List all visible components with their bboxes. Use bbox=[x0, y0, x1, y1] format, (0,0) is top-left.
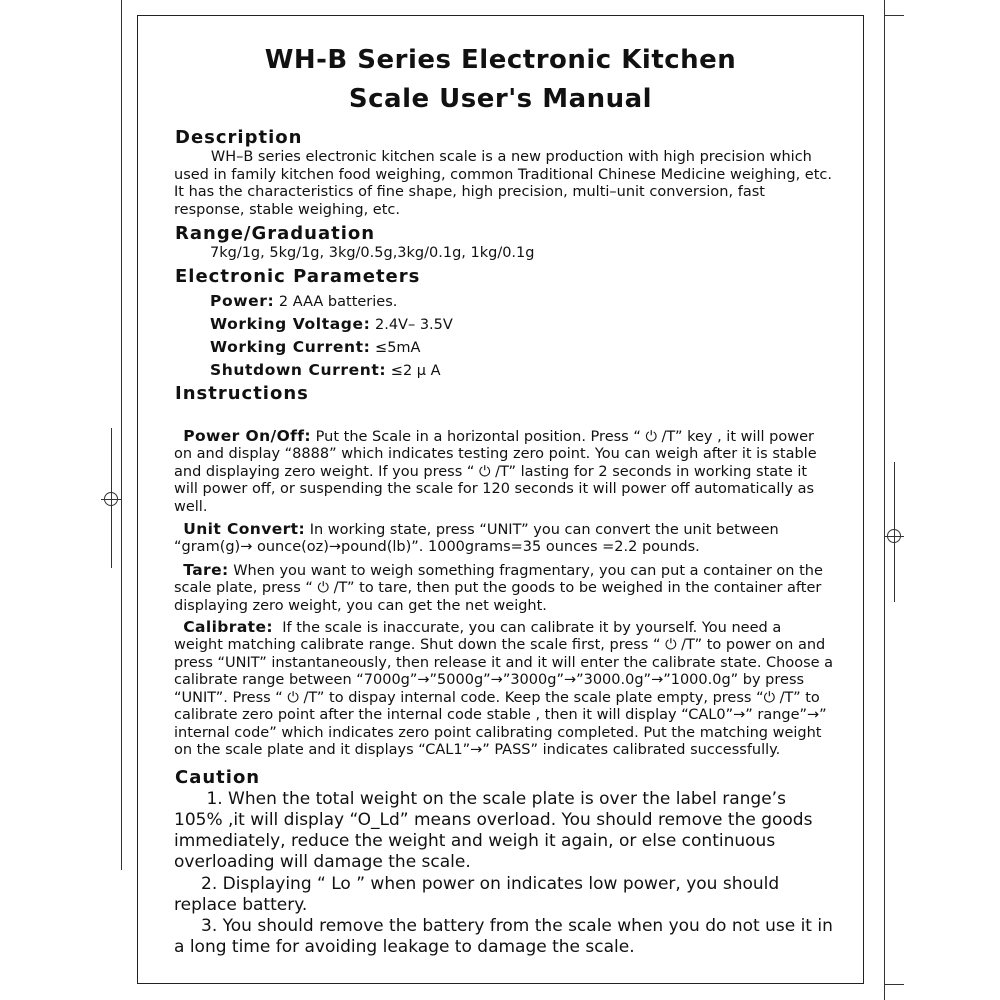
tare-label: Tare: bbox=[183, 560, 229, 579]
instructions-heading: Instructions bbox=[175, 383, 309, 404]
param-working-current-label: Working Current: bbox=[210, 338, 371, 356]
param-shutdown-current bbox=[210, 361, 441, 379]
tare-body: When you want to weigh something fragmentary, you can put a container on the scale plate, press “ ⏻ /T” to tare, then put the goods to be weighed in the container after displaying zero weight, you can get the net weight. bbox=[174, 562, 828, 614]
unit-convert-label: Unit Convert: bbox=[183, 519, 306, 538]
unit-convert-body: In working state, press “UNIT” you can convert the unit between “gram(g)→ ounce(oz)→pound(lb)”. 1000grams=35 ounces =2.2 pounds. bbox=[174, 521, 784, 555]
range-value: 7kg/1g, 5kg/1g, 3kg/0.5g,3kg/0.1g, 1kg/0.1g bbox=[210, 245, 535, 261]
caution-item-2: 2. Displaying “ Lo ” when power on indicates low power, you should replace battery. bbox=[174, 874, 785, 915]
crop-line-right bbox=[884, 0, 885, 1000]
registration-mark-right bbox=[887, 529, 901, 543]
range-heading: Range/Graduation bbox=[175, 223, 376, 244]
param-working-voltage-label: Working Voltage: bbox=[210, 315, 371, 333]
caution-item-3: 3. You should remove the battery from the scale when you do not use it in a long time for avoiding leakage to damage the scale. bbox=[174, 916, 839, 957]
param-working-current bbox=[210, 338, 420, 356]
param-power-label: Power: bbox=[210, 292, 275, 310]
power-on-off-body: Put the Scale in a horizontal position. Press “ ⏻ /T” key , it will power on and display “8888” which indicates testing zero point. You can weigh after it is stable and displaying zero weight. If you press “ ⏻ /T” lasting for 2 seconds in working state it will power off, or suspending the scale for 120 seconds it will power off automatically as well. bbox=[174, 428, 822, 515]
parameters-heading: Electronic Parameters bbox=[175, 266, 421, 287]
power-on-off-label: Power On/Off: bbox=[183, 426, 312, 445]
param-shutdown-current-label: Shutdown Current: bbox=[210, 361, 387, 379]
crop-line-top-right bbox=[884, 15, 904, 16]
param-shutdown-current-value: ≤2 μ A bbox=[386, 363, 441, 379]
param-power-value: 2 AAA batteries. bbox=[274, 294, 398, 310]
calibrate-section bbox=[174, 601, 838, 760]
registration-mark-left bbox=[104, 492, 118, 506]
caution-heading: Caution bbox=[175, 767, 261, 788]
param-working-voltage-value: 2.4V– 3.5V bbox=[370, 317, 453, 333]
description-heading: Description bbox=[175, 127, 303, 148]
description-body: WH–B series electronic kitchen scale is a new production with high precision which used in family kitchen food weighing, common Traditional Chinese Medicine weighing, etc. It has the characteristics of fine shape, high precision, multi–unit conversion, fast response, stable weighing, etc. bbox=[174, 149, 837, 218]
calibrate-body: If the scale is inaccurate, you can calibrate it by yourself. You need a weight matching calibrate range. Shut down the scale first, press “ ⏻ /T” to power on and press “UNIT” instantaneously, then release it and it will enter the calibrate state. Choose a calibrate range between “7000g”→”5000g”→”3000g”→”3000.0g”→”1000.0g” by press “UNIT”. Press “ ⏻ /T” to dispay internal code. Keep the scale plate empty, press “⏻ /T” to calibrate zero point after the internal code stable , then it will display “CAL0”→” range”→” internal code” which indicates zero point calibrating completed. Put the matching weight on the scale plate and it displays “CAL1”→” PASS” indicates calibrated successfully. bbox=[174, 619, 838, 758]
crop-line-bottom-right bbox=[884, 984, 904, 985]
calibrate-label: Calibrate: bbox=[183, 617, 273, 636]
crop-line-left-top bbox=[121, 0, 122, 20]
title-line-1: WH-B Series Electronic Kitchen bbox=[264, 45, 737, 75]
caution-item-1: 1. When the total weight on the scale plate is over the label range’s 105% ,it will display “O_Ld” means overload. You should remove the goods immediately, reduce the weight and weigh it again, or else continuous overloading will damage the scale. bbox=[174, 789, 818, 872]
param-working-current-value: ≤5mA bbox=[370, 340, 421, 356]
param-working-voltage bbox=[210, 315, 453, 333]
param-power bbox=[210, 292, 397, 310]
title-line-2: Scale User's Manual bbox=[348, 84, 653, 114]
power-on-off-section bbox=[174, 410, 834, 516]
crop-line-left bbox=[121, 20, 122, 870]
